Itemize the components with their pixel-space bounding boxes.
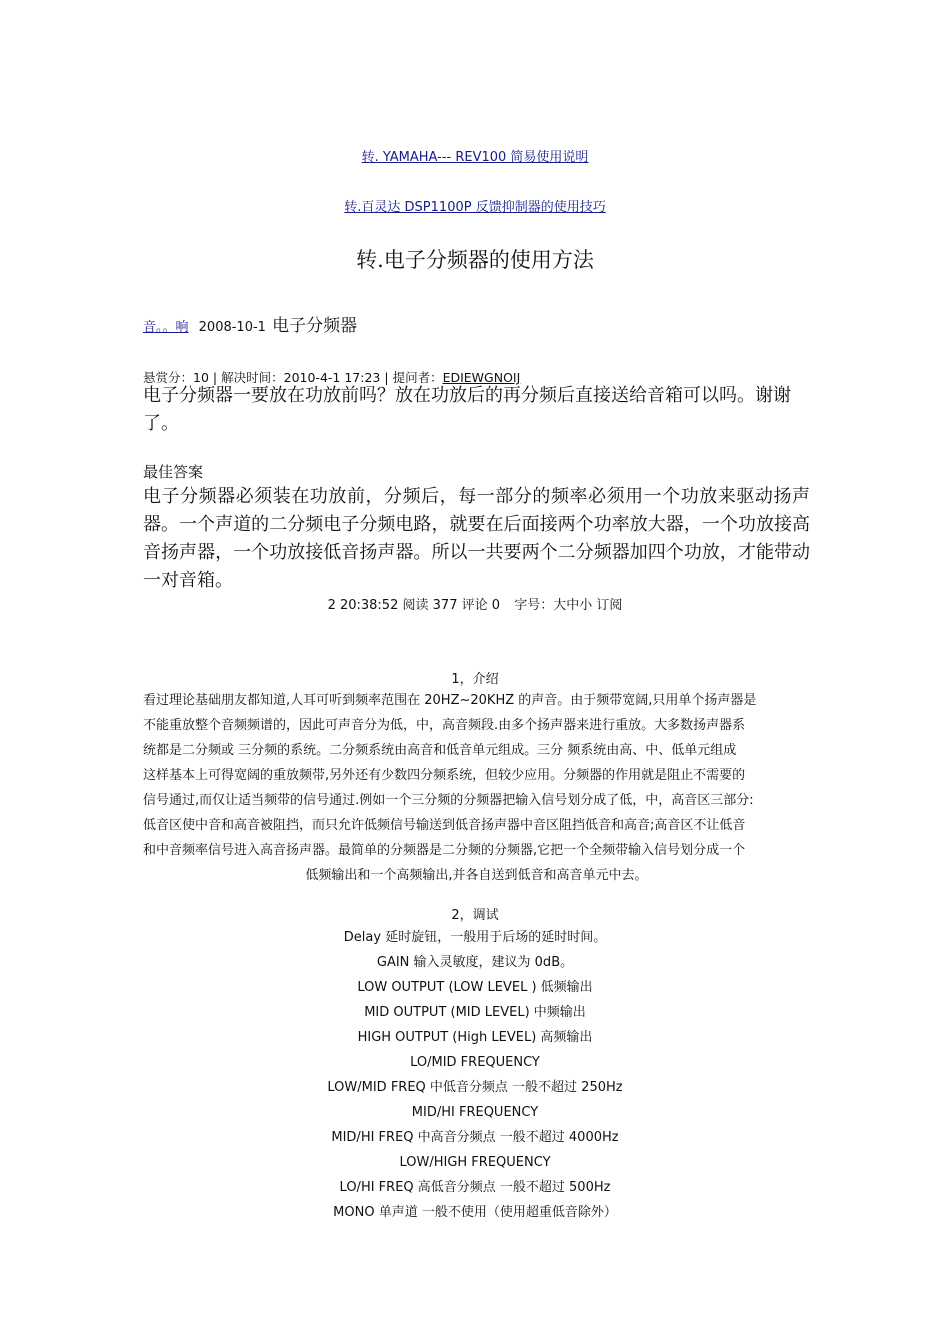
best-answer-text: 电子分频器必须装在功放前，分频后，每一部分的频率必须用一个功放来驱动扬声器。一个声道的二分频电子分频电路，就要在后面接两个功率放大器，一个功放接高音扬声器，一个功放接低音扬声器。所以一共要两个二分频器加四个功放，才能带动一对音箱。: [143, 486, 810, 591]
font-small-button[interactable]: 小: [579, 598, 593, 613]
setting-item: MID OUTPUT (MID LEVEL) 中频输出: [364, 1005, 586, 1020]
setting-item: LOW/MID FREQ 中低音分频点 一般不超过 250Hz: [327, 1080, 623, 1095]
section2-heading: 2，调试: [451, 908, 499, 923]
section1-body: [143, 688, 810, 888]
asker-label: 提问者：: [392, 370, 443, 385]
setting-item: GAIN 输入灵敏度，建议为 0dB。: [376, 955, 574, 970]
related-links-second: [0, 196, 950, 215]
setting-item: Delay 延时旋钮，一般用于后场的延时时间。: [343, 930, 607, 945]
solved-value: 2010-4-1 17:23: [283, 370, 381, 385]
stats-bar: [0, 594, 950, 613]
setting-item: MID/HI FREQ 中高音分频点 一般不超过 4000Hz: [331, 1130, 619, 1145]
setting-item: LOW/HIGH FREQUENCY: [399, 1155, 551, 1170]
section1-line: 低频输出和一个高频输出,并各自送到低音和高音单元中去。: [305, 868, 648, 883]
setting-item: MONO 单声道 一般不使用（使用超重低音除外）: [333, 1205, 617, 1220]
comment-label[interactable]: 评论: [461, 598, 488, 613]
page-title: 转.电子分频器的使用方法: [356, 248, 594, 272]
section1-line: 信号通过,而仅让适当频带的信号通过.例如一个三分频的分频器把输入信号划分成了低，中，高音区三部分:: [143, 793, 754, 808]
meta-separator: |: [384, 370, 389, 385]
reward-value: 10: [193, 370, 209, 385]
setting-item: LO/HI FREQ 高低音分频点 一般不超过 500Hz: [339, 1180, 611, 1195]
related-links-top: [0, 146, 950, 165]
section1-line: 这样基本上可得宽阔的重放频带,另外还有少数四分频系统，但较少应用。分频器的作用就是阻止不需要的: [143, 768, 746, 783]
reward-label: 悬赏分：: [143, 370, 194, 385]
settings-list: [0, 925, 950, 1225]
post-time: 2 20:38:52: [327, 598, 399, 613]
section1-line: 不能重放整个音频频谱的，因此可声音分为低，中，高音频段.由多个扬声器来进行重放。大多数扬声器系: [143, 718, 746, 733]
section1-line: 看过理论基础朋友都知道,人耳可听到频率范围在 20HZ~20KHZ 的声音。由于频带宽阔,只用单个扬声器是: [143, 693, 757, 708]
font-large-button[interactable]: 大: [553, 598, 567, 613]
asker-link[interactable]: EDIEWGNOIJ: [442, 370, 521, 385]
read-label: 阅读: [402, 598, 429, 613]
section1-heading: 1，介绍: [451, 672, 499, 687]
post-category: 电子分频器: [272, 316, 358, 336]
author-link[interactable]: 音。。响: [143, 320, 189, 335]
link-behringer-dsp1100p[interactable]: 转.百灵达 DSP1100P 反馈抑制器的使用技巧: [344, 200, 606, 215]
font-medium-button[interactable]: 中: [566, 598, 580, 613]
font-size-label: 字号：: [514, 598, 554, 613]
setting-item: HIGH OUTPUT (High LEVEL) 高频输出: [357, 1030, 593, 1045]
comment-count: 0: [491, 598, 501, 613]
setting-item: LO/MID FREQUENCY: [410, 1055, 540, 1070]
setting-item: LOW OUTPUT (LOW LEVEL ) 低频输出: [357, 980, 593, 995]
setting-item: MID/HI FREQUENCY: [411, 1105, 539, 1120]
post-meta: [143, 311, 357, 336]
question-text: 电子分频器一要放在功放前吗？放在功放后的再分频后直接送给音箱可以吗。谢谢了。: [143, 385, 791, 434]
meta-separator: |: [212, 370, 218, 385]
solved-label: 解决时间：: [221, 370, 284, 385]
subscribe-button[interactable]: 订阅: [596, 598, 623, 613]
link-yamaha-rev100[interactable]: 转. YAMAHA--- REV100 简易使用说明: [361, 150, 589, 165]
best-answer-label: 最佳答案: [143, 463, 204, 481]
post-date: 2008-10-1: [198, 320, 266, 335]
read-count: 377: [432, 598, 458, 613]
section1-line: 和中音频率信号进入高音扬声器。最简单的分频器是二分频的分频器,它把一个全频带输入信号划分成一个: [143, 843, 746, 858]
section1-line: 统都是二分频或 三分频的系统。二分频系统由高音和低音单元组成。三分 频系统由高、中、低单元组成: [143, 743, 737, 758]
section1-line: 低音区使中音和高音被阻挡，而只允许低频信号输送到低音扬声器中音区阻挡低音和高音;高音区不让低音: [143, 818, 746, 833]
